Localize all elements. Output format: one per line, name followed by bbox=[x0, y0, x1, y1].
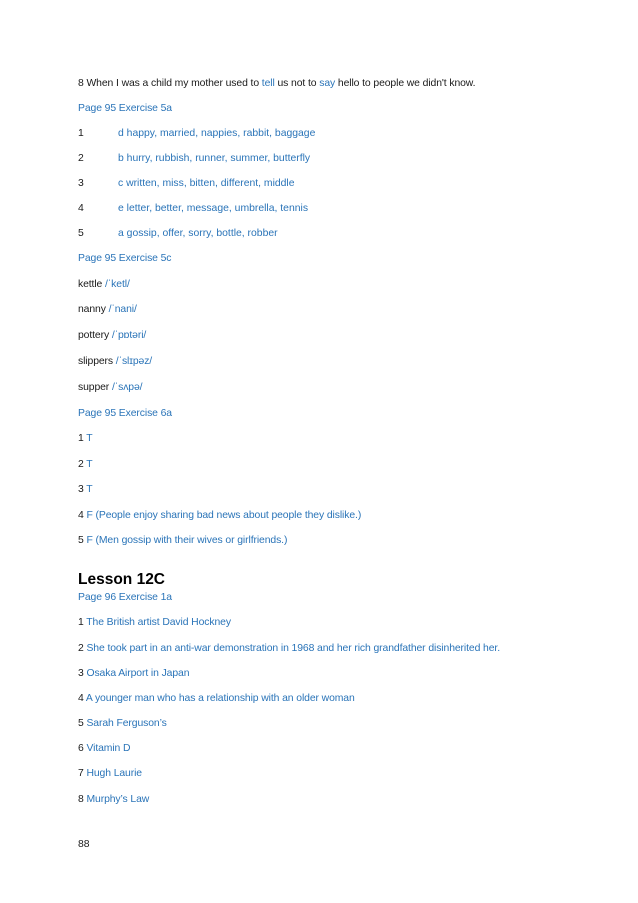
ex5a-row-3-text: c written, miss, bitten, different, middle bbox=[118, 178, 295, 189]
ex6a-num: 1 bbox=[78, 433, 87, 444]
intro-word-tell: tell bbox=[261, 78, 275, 89]
ex5c-word: pottery bbox=[78, 330, 112, 341]
lesson-num: 1 bbox=[78, 617, 87, 628]
lesson-row-2 bbox=[78, 643, 500, 654]
ex5c-row-4 bbox=[78, 356, 152, 367]
lesson-num: 7 bbox=[78, 768, 87, 779]
ex5a-row-5-text: a gossip, offer, sorry, bottle, robber bbox=[118, 228, 278, 239]
page-number: 88 bbox=[78, 839, 90, 850]
intro-middle: us not to bbox=[274, 78, 320, 89]
ex5c-row-5 bbox=[78, 382, 142, 393]
ex5a-row-3-num: 3 bbox=[78, 178, 84, 189]
ex6a-answer: T bbox=[86, 433, 93, 444]
ex5c-title: Page 95 Exercise 5c bbox=[78, 253, 172, 264]
lesson-row-3 bbox=[78, 668, 189, 679]
ex6a-num: 2 bbox=[78, 459, 87, 470]
ex5c-ipa: /ˈketl/ bbox=[105, 279, 130, 290]
ex5c-ipa: /ˈsʌpə/ bbox=[111, 382, 143, 393]
lesson-row-6 bbox=[78, 743, 130, 754]
lesson-answer: The British artist David Hockney bbox=[86, 617, 231, 628]
lesson-num: 6 bbox=[78, 743, 87, 754]
ex5a-row-1-num: 1 bbox=[78, 128, 84, 139]
ex5a-row-4-num: 4 bbox=[78, 203, 84, 214]
ex5c-ipa: /ˈslɪpəz/ bbox=[115, 356, 153, 367]
lesson-answer: Murphy’s Law bbox=[86, 794, 150, 805]
lesson-heading: Lesson 12C bbox=[78, 571, 166, 588]
ex5a-row-1-text: d happy, married, nappies, rabbit, baggage bbox=[118, 128, 316, 139]
ex6a-title: Page 95 Exercise 6a bbox=[78, 408, 172, 419]
ex5a-title: Page 95 Exercise 5a bbox=[78, 103, 172, 114]
lesson-num: 2 bbox=[78, 643, 87, 654]
lesson-num: 8 bbox=[78, 794, 87, 805]
lesson-ex1a-title: Page 96 Exercise 1a bbox=[78, 592, 172, 603]
intro-sentence bbox=[78, 78, 475, 89]
ex5c-row-2 bbox=[78, 304, 137, 315]
ex5c-word: supper bbox=[78, 382, 112, 393]
lesson-answer: Vitamin D bbox=[86, 743, 131, 754]
ex5c-ipa: /ˈnani/ bbox=[108, 304, 137, 315]
intro-prefix: 8 When I was a child my mother used to bbox=[78, 78, 262, 89]
ex6a-row-4 bbox=[78, 510, 361, 521]
lesson-answer: Sarah Ferguson’s bbox=[86, 718, 167, 729]
ex6a-num: 4 bbox=[78, 510, 87, 521]
lesson-answer: Hugh Laurie bbox=[86, 768, 142, 779]
ex5a-row-2-text: b hurry, rubbish, runner, summer, butterfly bbox=[118, 153, 311, 164]
lesson-answer: A younger man who has a relationship with an older woman bbox=[85, 693, 355, 704]
ex5c-row-1 bbox=[78, 279, 130, 290]
lesson-row-8 bbox=[78, 794, 149, 805]
intro-word-say: say bbox=[319, 78, 336, 89]
ex5a-row-2-num: 2 bbox=[78, 153, 84, 164]
ex5c-ipa: /ˈpɒtəri/ bbox=[111, 330, 147, 341]
ex6a-answer: T bbox=[86, 484, 93, 495]
lesson-num: 4 bbox=[78, 693, 86, 704]
ex6a-answer: F (Men gossip with their wives or girlfriends.) bbox=[86, 535, 288, 546]
intro-suffix: hello to people we didn't know. bbox=[335, 78, 476, 89]
lesson-num: 3 bbox=[78, 668, 87, 679]
ex5c-row-3 bbox=[78, 330, 146, 341]
ex5a-row-4-text: e letter, better, message, umbrella, tennis bbox=[118, 203, 309, 214]
ex6a-num: 5 bbox=[78, 535, 87, 546]
lesson-answer: She took part in an anti-war demonstration in 1968 and her rich grandfather disinherited her. bbox=[86, 643, 500, 654]
ex6a-row-5 bbox=[78, 535, 287, 546]
ex6a-row-1 bbox=[78, 433, 93, 444]
ex6a-answer: F (People enjoy sharing bad news about people they dislike.) bbox=[86, 510, 362, 521]
lesson-row-7 bbox=[78, 768, 142, 779]
lesson-row-1 bbox=[78, 617, 231, 628]
ex6a-num: 3 bbox=[78, 484, 87, 495]
ex5c-word: kettle bbox=[78, 279, 106, 290]
ex6a-row-2 bbox=[78, 459, 93, 470]
lesson-row-4 bbox=[78, 693, 355, 704]
ex5a-row-5-num: 5 bbox=[78, 228, 84, 239]
ex6a-answer: T bbox=[86, 459, 93, 470]
ex5c-word: slippers bbox=[78, 356, 116, 367]
lesson-num: 5 bbox=[78, 718, 87, 729]
ex5c-word: nanny bbox=[78, 304, 109, 315]
lesson-row-5 bbox=[78, 718, 167, 729]
ex6a-row-3 bbox=[78, 484, 93, 495]
lesson-answer: Osaka Airport in Japan bbox=[86, 668, 190, 679]
